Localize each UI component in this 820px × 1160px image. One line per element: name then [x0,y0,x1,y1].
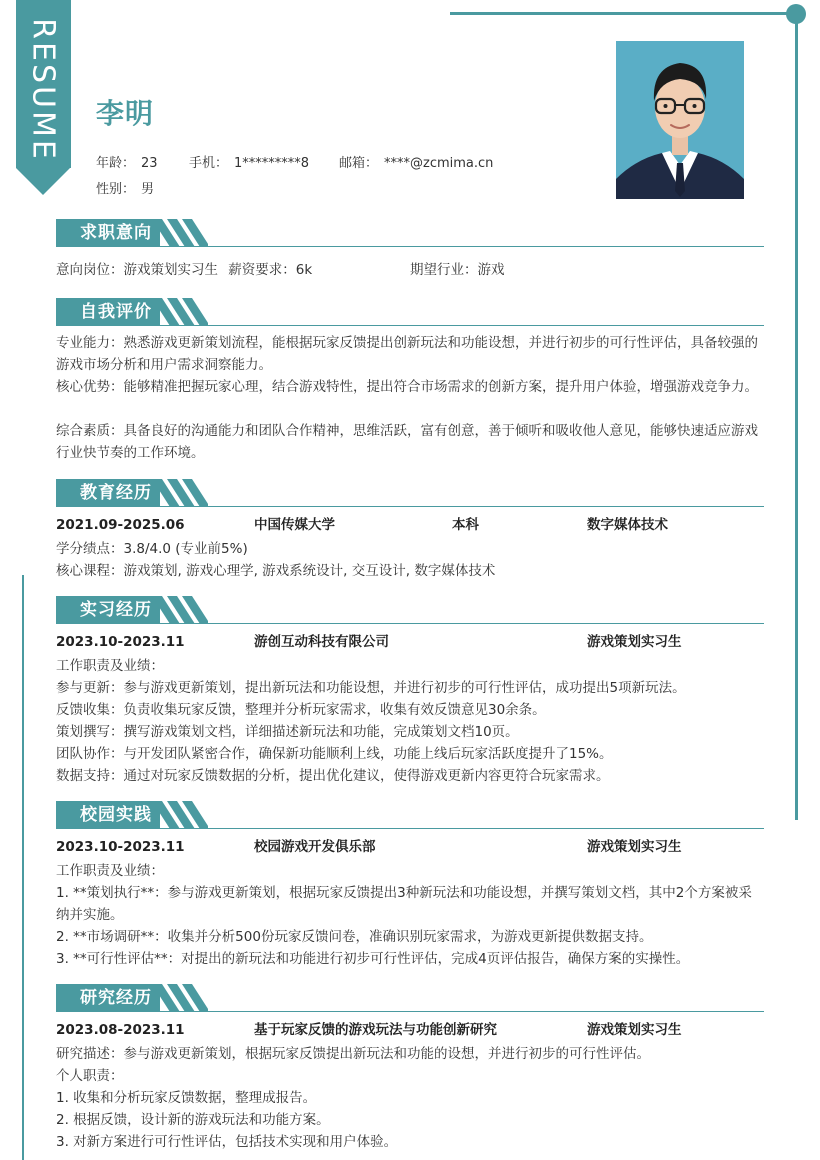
research-line: 研究描述：参与游戏更新策划，根据玩家反馈提出新玩法和功能的设想，并进行初步的可行性评估。 [56,1046,650,1062]
education-courses: 核心课程：游戏策划, 游戏心理学, 游戏系统设计, 交互设计, 数字媒体技术 [56,563,496,579]
section-rule [56,623,764,624]
section-header [56,596,764,625]
organization-name: 校园游戏开发俱乐部 [254,839,376,855]
research-entry-header [56,1019,764,1041]
email-info: 邮箱： ****@zcmima.cn [339,156,494,171]
research-line: 个人职责： [56,1068,124,1084]
section-rule [56,1011,764,1012]
portrait-illustration [616,41,744,199]
self-eval-item: 专业能力：熟悉游戏更新策划流程，能根据玩家反馈提出创新玩法和功能设想，并进行初步的可行性评估，具备较强的游戏市场分析和用户需求洞察能力。 [56,335,758,373]
section-title: 教育经历 [80,483,152,503]
section-header [56,801,764,830]
internship-line: 团队协作：与开发团队紧密合作，确保新功能顺利上线，功能上线后玩家活跃度提升了15%。 [56,746,613,762]
campus-line: 工作职责及业绩： [56,863,164,879]
internship-role: 游戏策划实习生 [587,634,682,650]
school-name: 中国传媒大学 [254,517,335,533]
internship-line: 策划撰写：撰写游戏策划文档，详细描述新玩法和功能，完成策划文档10页。 [56,724,519,740]
research-section [56,984,764,1150]
section-rule [56,246,764,247]
education-period: 2021.09-2025.06 [56,517,185,533]
gender-info: 性别： 男 [96,182,155,197]
campus-line: 3. **可行性评估**：对提出的新玩法和功能进行初步可行性评估，完成4页评估报告，确保方案的实操性。 [56,951,690,967]
right-accent-line [795,14,798,820]
section-rule [56,506,764,507]
section-title: 自我评价 [80,302,152,322]
profile-photo [616,41,744,199]
research-project: 基于玩家反馈的游戏玩法与功能创新研究 [254,1022,497,1038]
section-title: 校园实践 [80,805,152,825]
industry-info: 期望行业：游戏 [410,262,505,278]
section-title: 求职意向 [80,223,152,243]
campus-line: 2. **市场调研**：收集并分析500份玩家反馈问卷，准确识别玩家需求，为游戏更新提供数据支持。 [56,929,653,945]
candidate-name: 李明 [96,97,155,130]
education-gpa: 学分绩点：3.8/4.0 (专业前5%) [56,541,248,557]
research-period: 2023.08-2023.11 [56,1022,185,1038]
degree: 本科 [452,517,479,533]
section-title: 研究经历 [80,988,152,1008]
internship-line: 数据支持：通过对玩家反馈数据的分析，提出优化建议，使得游戏更新内容更符合玩家需求。 [56,768,610,784]
internship-section [56,596,764,784]
research-line: 2. 根据反馈，设计新的游戏玩法和功能方案。 [56,1112,330,1128]
section-title: 实习经历 [80,600,152,620]
section-rule [56,325,764,326]
research-line: 1. 收集和分析玩家反馈数据，整理成报告。 [56,1090,317,1106]
section-header [56,479,764,508]
section-rule [56,828,764,829]
self-evaluation-section [56,298,764,461]
phone-info: 手机： 1*********8 [189,156,310,171]
section-header [56,984,764,1013]
self-eval-item: 综合素质：具备良好的沟通能力和团队合作精神，思维活跃，富有创意，善于倾听和吸收他人意见，能够快速适应游戏行业快节奏的工作环境。 [56,423,758,461]
left-accent-line [22,575,24,1160]
internship-period: 2023.10-2023.11 [56,634,185,650]
top-accent-line [450,12,797,15]
education-entry-header [56,514,764,536]
section-header [56,298,764,327]
campus-period: 2023.10-2023.11 [56,839,185,855]
campus-role: 游戏策划实习生 [587,839,682,855]
section-header [56,219,764,248]
campus-practice-section [56,801,764,967]
job-intent-row: 意向岗位：游戏策划实习生 薪资要求：6k 期望行业：游戏 [56,259,764,281]
campus-line: 1. **策划执行**：参与游戏更新策划，根据玩家反馈提出3种新玩法和功能设想，并撰写策划文档，其中2个方案被采纳并实施。 [56,885,752,923]
education-section [56,479,764,579]
job-intent-section [56,219,764,278]
research-role: 游戏策划实习生 [587,1022,682,1038]
internship-entry-header [56,631,764,653]
major: 数字媒体技术 [587,517,668,533]
internship-line: 反馈收集：负责收集玩家反馈，整理并分析玩家需求，收集有效反馈意见30余条。 [56,702,546,718]
internship-line: 参与更新：参与游戏更新策划，提出新玩法和功能设想，并进行初步的可行性评估，成功提出5项新玩法。 [56,680,686,696]
age-info: 年龄： 23 [96,156,158,171]
campus-entry-header [56,836,764,858]
research-line: 3. 对新方案进行可行性评估，包括技术实现和用户体验。 [56,1134,398,1150]
internship-line: 工作职责及业绩： [56,658,164,674]
self-eval-item: 核心优势：能够精准把握玩家心理，结合游戏特性，提出符合市场需求的创新方案，提升用户体验，增强游戏竞争力。 [56,379,758,395]
resume-ribbon-text: RESUME [25,18,61,162]
company-name: 游创互动科技有限公司 [254,634,389,650]
